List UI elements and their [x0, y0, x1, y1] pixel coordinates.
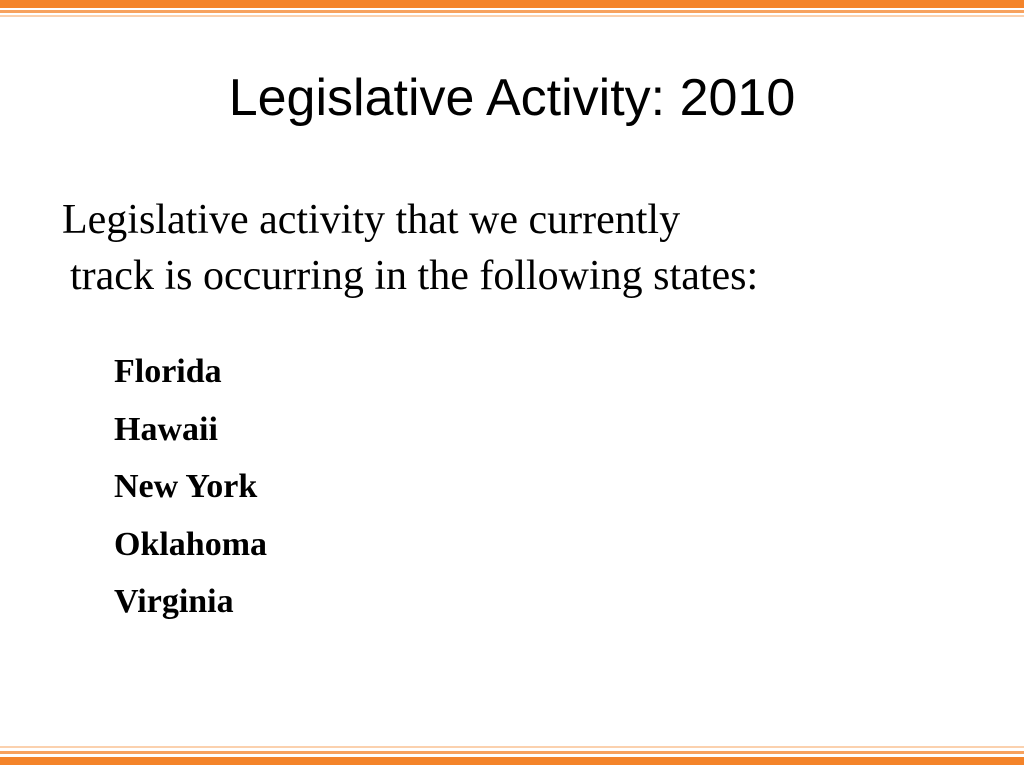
bottom-decorative-band: [0, 740, 1024, 768]
top-band-medium-line: [0, 10, 1024, 13]
state-item-new-york: New York: [114, 468, 258, 505]
state-item-hawaii: Hawaii: [114, 410, 218, 448]
bottom-band-thin-line: [0, 746, 1024, 748]
top-band-thin-line: [0, 15, 1024, 17]
body-text: [62, 192, 992, 304]
body-text-line-1: Legislative activity that we currently: [62, 197, 681, 243]
body-text-line-2: track is occurring in the following states:: [70, 253, 759, 299]
top-band-thick-line: [0, 0, 1024, 8]
slide-title: Legislative Activity: 2010: [228, 69, 796, 127]
states-list: [114, 343, 267, 631]
state-item-virginia: Virginia: [114, 583, 234, 620]
bottom-band-medium-line: [0, 751, 1024, 754]
state-item-oklahoma: Oklahoma: [114, 525, 268, 563]
top-decorative-band: [0, 0, 1024, 22]
bottom-band-thick-line: [0, 757, 1024, 765]
state-item-florida: Florida: [114, 353, 222, 390]
